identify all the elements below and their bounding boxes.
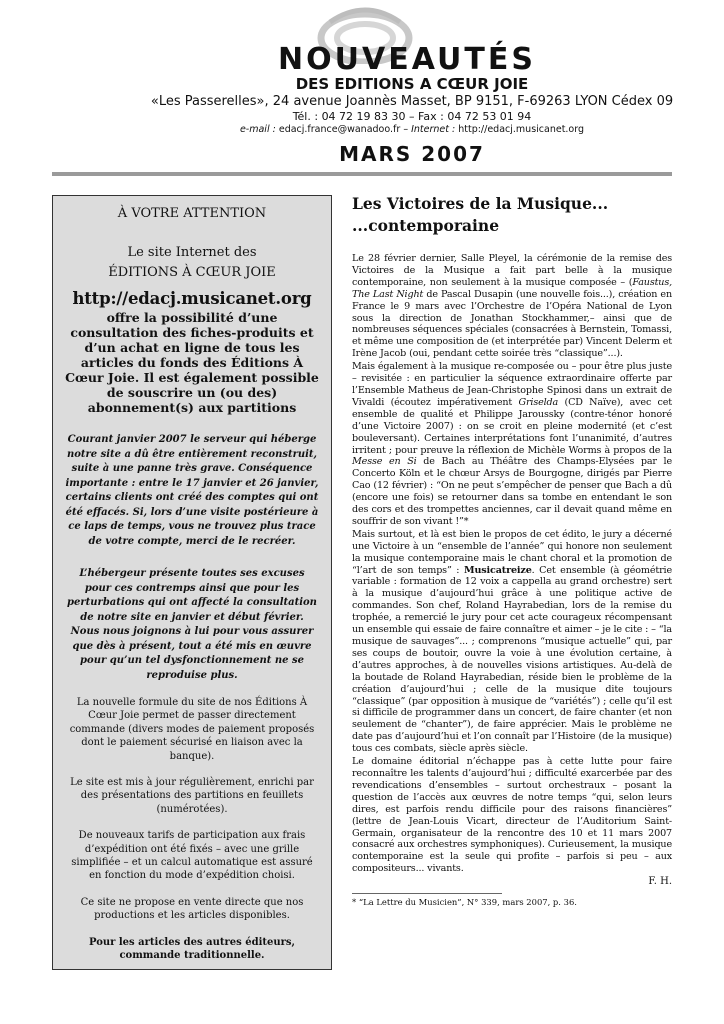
contact-phone-line: Tél. : 04 72 19 83 30 – Fax : 04 72 53 01 94: [292, 110, 532, 123]
masthead: [0, 44, 724, 166]
article-paragraph: Le 28 février dernier, Salle Pleyel, la cérémonie de la remise des Victoires de la Musique a fait part belle à la musique contemporaine, non seulement à la musique composée – (Faustus, The Last Night de Pascal Dusapin (une nouvelle fois...), création en France le 9 mars avec l’Orchestre de l’Opéra National de Lyon sous la direction de Jonathan Stockhammer,– ainsi que de nombreuses séquences spéciales (consacrées à Bernstein, Tomassi, et même une composition de (et interprétée par) Vincent Delerm et Irène Jacob (oui, pendant cette soirée très “classique”...).: [352, 253, 672, 360]
site-update-info: Le site est mis à jour régulièrement, enrichi par des présentations des partitions en feuillets (numérotées).: [70, 777, 314, 815]
article-paragraph: Mais surtout, et là est bien le propos de cet édito, le jury a décerné une Victoire à un “ensemble de l’année” qui honore non seulement la musique contemporaine mais le chant choral et la promotion de “l’art de son temps” : Musicatreize. Cet ensemble (à géométrie variable : formation de 12 voix a cappella au grand orchestre) sert à la musique d’aujourd’hui grâce à une politique active de commandes. Son chef, Roland Hayrabedian, lors de la remise du trophée, a remercié le jury pour cet acte courageux récompensant un ensemble qui essaie de faire connaître et aimer – je le cite : – “la musique de sauvages”... ; comprenons “musique actuelle” qui, par ses coups de boutoir, ouvre la voie à une évolution certaine, à d’autres approches, à de nouvelles visions artistiques. Au-delà de la boutade de Roland Hayrabedian, réside bien le problème de la création d’aujourd’hui ; celle de la musique dite toujours “classique” (par opposition à musique de “variétés”) ; celle qu’il est si difficile de programmer dans un concert, de faire chanter (et non seulement de “chanter”), de faire apprécier. Mais le problème ne date pas d’aujourd’hui et l’on connaît par l’Histoire (de la musique) tous ces combats, siècle après siècle.: [352, 528, 672, 755]
internet-label: Internet :: [411, 124, 456, 135]
site-formula-info: La nouvelle formule du site de nos Éditions À Cœur Joie permet de passer directement commande (divers modes de paiement proposés dont le paiement sécurisé en liaison avec la banque).: [69, 697, 315, 762]
footnote: * “La Lettre du Musicien”, N° 339, mars 2007, p. 36.: [352, 893, 502, 907]
tel-label: Tél. :: [292, 110, 319, 123]
article-paragraph: Mais également à la musique re-composée ou – pour être plus juste – revisitée : en particulier la séquence extraordinaire offerte par l’Ensemble Matheus de Jean-Christophe Spinosi dans un extrait de Vivaldi (écoutez impérativement Griselda (CD Naïve), avec cet ensemble de qualité et Philippe Jaroussky (contre-ténor honoré d’une Victoire 2007) : on se croit en pleine modernité (et c’est bouleversant). Certaines interprétations font l’unanimité, d’autres irritent ; pour preuve la réflexion de Michèle Worms à propos de la Messe en Si de Bach au Théâtre des Champs-Elysées par le Concerto Köln et le chœur Arsys de Bourgogne, dirigés par Pierre Cao (12 février) : “On ne peut s’empêcher de penser que Bach a dû (encore une fois) se retourner dans sa tombe en entendant le son des cors et des trompettes anciennes, car il devait quand même en souffrir de son vivant !”*: [352, 361, 672, 527]
site-offer-text: offre la possibilité d’une consultation des fiches-produits et d’un achat en ligne de tous les articles du fonds des Éditions À Cœur Joie. Il est également possible de souscrire un (ou des) abonnement(s) aux partitions: [65, 310, 319, 415]
article-paragraph: Le domaine éditorial n’échappe pas à cette lutte pour faire reconnaître les talents d’aujourd’hui ; difficulté exarcerbée par des revendications d’ensembles – surtout orchestraux – posant la question de l’accès aux œuvres de notre temps “qui, selon leurs dires, est parfois rendu difficile pour des raisons financières” (lettre de Jean-Louis Vicart, directeur de l’Auditorium Saint-Germain, organisateur de la rencontre des 10 et 11 mars 2007 consacré aux orchestres symphoniques). Curieusement, la musique contemporaine est la seule qui profite – parfois si peu – aux compositeurs... vivants.: [352, 756, 672, 875]
editorial-article: [352, 193, 672, 907]
fax-label: Fax :: [418, 110, 444, 123]
email-label: e-mail :: [239, 124, 276, 135]
article-title-line2: ...contemporaine: [352, 216, 500, 235]
host-apology: L’hébergeur présente toutes ses excuses pour ces contremps ainsi que pour les perturbations qui ont affecté la consultation de notre site en janvier et début février. Nous nous joignons à lui pour vous assurer que dès à présent, tout a été mis en œuvre pour qu’un tel dysfonctionnement ne se reproduise plus.: [67, 568, 317, 681]
publisher-address: «Les Passerelles», 24 avenue Joannès Masset, BP 9151, F-69263 LYON Cédex 09: [150, 94, 674, 109]
newsletter-subtitle: DES EDITIONS A CŒUR JOIE: [295, 75, 529, 93]
shipping-info: De nouveaux tarifs de participation aux frais d’expédition ont été fixés – avec une grille simplifiée – et un calcul automatique est assuré en fonction du mode d’expédition choisi.: [71, 830, 313, 882]
header-divider: [52, 172, 672, 176]
author-signature: F. H.: [648, 876, 672, 888]
fax-number: 04 72 53 01 94: [447, 110, 532, 123]
issue-date: MARS 2007: [339, 142, 485, 166]
site-url-link[interactable]: http://edacj.musicanet.org: [72, 289, 312, 308]
attention-box: [52, 195, 332, 970]
server-notice: Courant janvier 2007 le serveur qui héberge notre site a dû être entièrement reconstruit, suite à une panne très grave. Conséquence importante : entre le 17 janvier et 26 janvier, certains clients ont créé des comptes qui ont été effacés. Si, lors d’une visite postérieure à ce laps de temps, vous ne trouvez plus trace de votre compte, merci de le recréer.: [65, 434, 319, 547]
direct-sale-info: Ce site ne propose en vente directe que nos productions et les articles disponibles.: [80, 896, 304, 922]
internet-address[interactable]: http://edacj.musicanet.org: [458, 124, 585, 135]
contact-email-line: e-mail : edacj.france@wanadoo.fr – Internet : http://edacj.musicanet.org: [239, 124, 585, 135]
article-title-line1: Les Victoires de la Musique...: [352, 194, 609, 213]
other-publishers-info: Pour les articles des autres éditeurs, commande traditionnelle.: [88, 936, 296, 962]
article-title: [352, 193, 672, 237]
site-intro: Le site Internet des: [127, 245, 257, 260]
site-publisher: ÉDITIONS À CŒUR JOIE: [108, 265, 276, 280]
tel-number: 04 72 19 83 30: [321, 110, 406, 123]
newsletter-title: NOUVEAUTÉS: [278, 42, 536, 77]
email-address[interactable]: edacj.france@wanadoo.fr: [278, 124, 401, 135]
attention-heading: À VOTRE ATTENTION: [117, 206, 267, 221]
